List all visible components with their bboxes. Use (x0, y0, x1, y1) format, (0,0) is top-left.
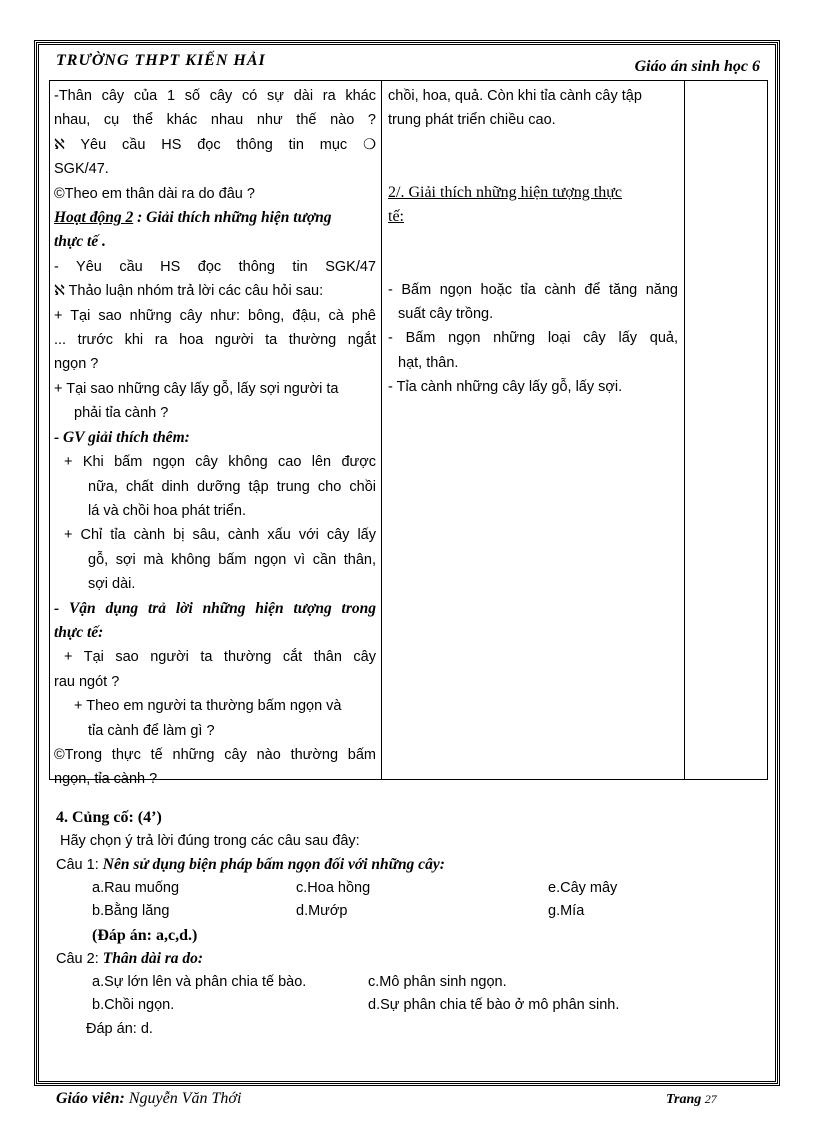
question-2-options-row (56, 971, 756, 995)
table-line: gỗ, sợi mà không bấm ngọn vì cần thân, (88, 551, 376, 568)
table-line: ℵ Yêu cầu HS đọc thông tin mục ❍ (54, 136, 376, 153)
table-line: + Theo em người ta thường bấm ngọn và (74, 698, 342, 715)
question-2-options-row (56, 994, 756, 1018)
table-line: rau ngót ? (54, 673, 120, 690)
section-2-title: 2/. Giải thích những hiện tượng thực (388, 183, 622, 201)
option: e.Cây mây (548, 879, 618, 896)
option: b.Bằng lăng (92, 903, 170, 919)
table-column-divider (684, 80, 685, 780)
page-number (666, 1092, 717, 1108)
table-line: + Tại sao những cây như: bông, đậu, cà phê (54, 307, 376, 324)
option: a.Rau muống (92, 879, 180, 896)
question-1-options-row (56, 877, 756, 901)
question-2 (56, 947, 756, 971)
teacher-name: Nguyễn Văn Thới (128, 1090, 242, 1107)
teacher-activity-column (54, 84, 376, 792)
option: d.Mướp (296, 903, 348, 919)
table-line: nhau, cụ thể khác nhau như thế nào ? (54, 112, 376, 129)
teacher-signature (56, 1090, 241, 1108)
table-line: - Tỉa cành những cây lấy gỗ, lấy sợi. (388, 379, 623, 396)
activity-2-label: Hoạt động 2 (54, 209, 134, 227)
table-line: + Tại sao những cây lấy gỗ, lấy sợi người ta (54, 380, 339, 397)
consolidation-heading: 4. Củng cố: (4’) (56, 809, 162, 826)
option: a.Sự lớn lên và phân chia tế bào. (92, 973, 307, 990)
table-line: + Khi bấm ngọn cây không cao lên được (64, 454, 376, 471)
page-label: Trang (666, 1092, 702, 1107)
table-line: ngọn ? (54, 356, 99, 373)
table-line (388, 205, 678, 229)
table-line: - Bấm ngọn những loại cây lấy quả, (388, 330, 678, 347)
option: c.Hoa hồng (296, 879, 371, 896)
table-line: ©Theo em thân dài ra do đâu ? (54, 185, 255, 202)
table-line: lá và chồi hoa phát triển. (88, 502, 246, 519)
table-line: nữa, chất dinh dưỡng tập trung cho chồi (88, 478, 376, 495)
table-line: ngọn, tỉa cành ? (54, 771, 158, 788)
table-line: ©Trong thực tế những cây nào thường bấm (54, 746, 376, 763)
table-line: ... trước khi ra hoa người ta thường ngắt (54, 332, 376, 349)
table-line: - Vận dụng trả lời những hiện tượng trong (54, 599, 376, 617)
table-line: + Tại sao người ta thường cắt thân cây (64, 649, 376, 666)
question-2-text: Thân dài ra do: (102, 950, 204, 967)
table-line: sợi dài. (88, 576, 136, 593)
question-2-answer: Đáp án: d. (86, 1020, 153, 1037)
table-line: ℵ Thảo luận nhóm trả lời các câu hỏi sau: (54, 283, 324, 300)
table-line: tỉa cành để làm gì ? (88, 722, 215, 739)
section-2-title-cont: tế: (388, 208, 404, 226)
question-2-prefix: Câu 2: (56, 951, 103, 967)
question-1 (56, 853, 756, 877)
page-number-value: 27 (704, 1092, 717, 1106)
table-column-divider (381, 80, 382, 780)
question-1-prefix: Câu 1: (56, 857, 103, 873)
question-1-answer: (Đáp án: a,c,d.) (92, 926, 198, 944)
table-line: SGK/47. (54, 161, 109, 178)
table-line: - Yêu cầu HS đọc thông tin SGK/47 (54, 258, 376, 275)
table-line: - GV giải thích thêm: (54, 428, 190, 446)
table-line: trung phát triển chiều cao. (388, 112, 556, 129)
table-line: + Chỉ tỉa cành bị sâu, cành xấu với cây lấy (64, 527, 376, 544)
activity-2-heading (54, 206, 376, 230)
option: d.Sự phân chia tế bào ở mô phân sinh. (368, 997, 620, 1013)
question-1-text: Nên sử dụng biện pháp bấm ngọn đối với những cây: (102, 856, 445, 873)
table-line: phải tỉa cành ? (74, 405, 169, 422)
content-column (388, 84, 678, 400)
school-name: TRƯỜNG THPT KIẾN HẢI (56, 52, 266, 69)
table-line: suất cây trồng. (398, 306, 494, 323)
subject-title: Giáo án sinh học 6 (634, 58, 760, 75)
question-1-options-row (56, 900, 756, 924)
table-line: thực tế . (54, 233, 106, 251)
option: b.Chồi ngọn. (92, 997, 175, 1013)
table-line: - Bấm ngọn hoặc tỉa cành để tăng năng (388, 281, 678, 298)
option: g.Mía (548, 903, 585, 919)
consolidation-section (56, 806, 756, 1041)
activity-2-title: : Giải thích những hiện tượng (137, 209, 332, 227)
table-line: -Thân cây của 1 số cây có sự dài ra khác (54, 88, 376, 104)
table-line: thực tế: (54, 623, 104, 641)
table-line: hạt, thân. (398, 354, 459, 371)
option: c.Mô phân sinh ngọn. (368, 973, 507, 990)
section-2-heading (388, 181, 678, 205)
consolidation-intro: Hãy chọn ý trả lời đúng trong các câu sau đây: (60, 832, 360, 849)
teacher-label: Giáo viên: (56, 1090, 125, 1107)
table-line: chồi, hoa, quả. Còn khi tỉa cành cây tập (388, 88, 642, 104)
